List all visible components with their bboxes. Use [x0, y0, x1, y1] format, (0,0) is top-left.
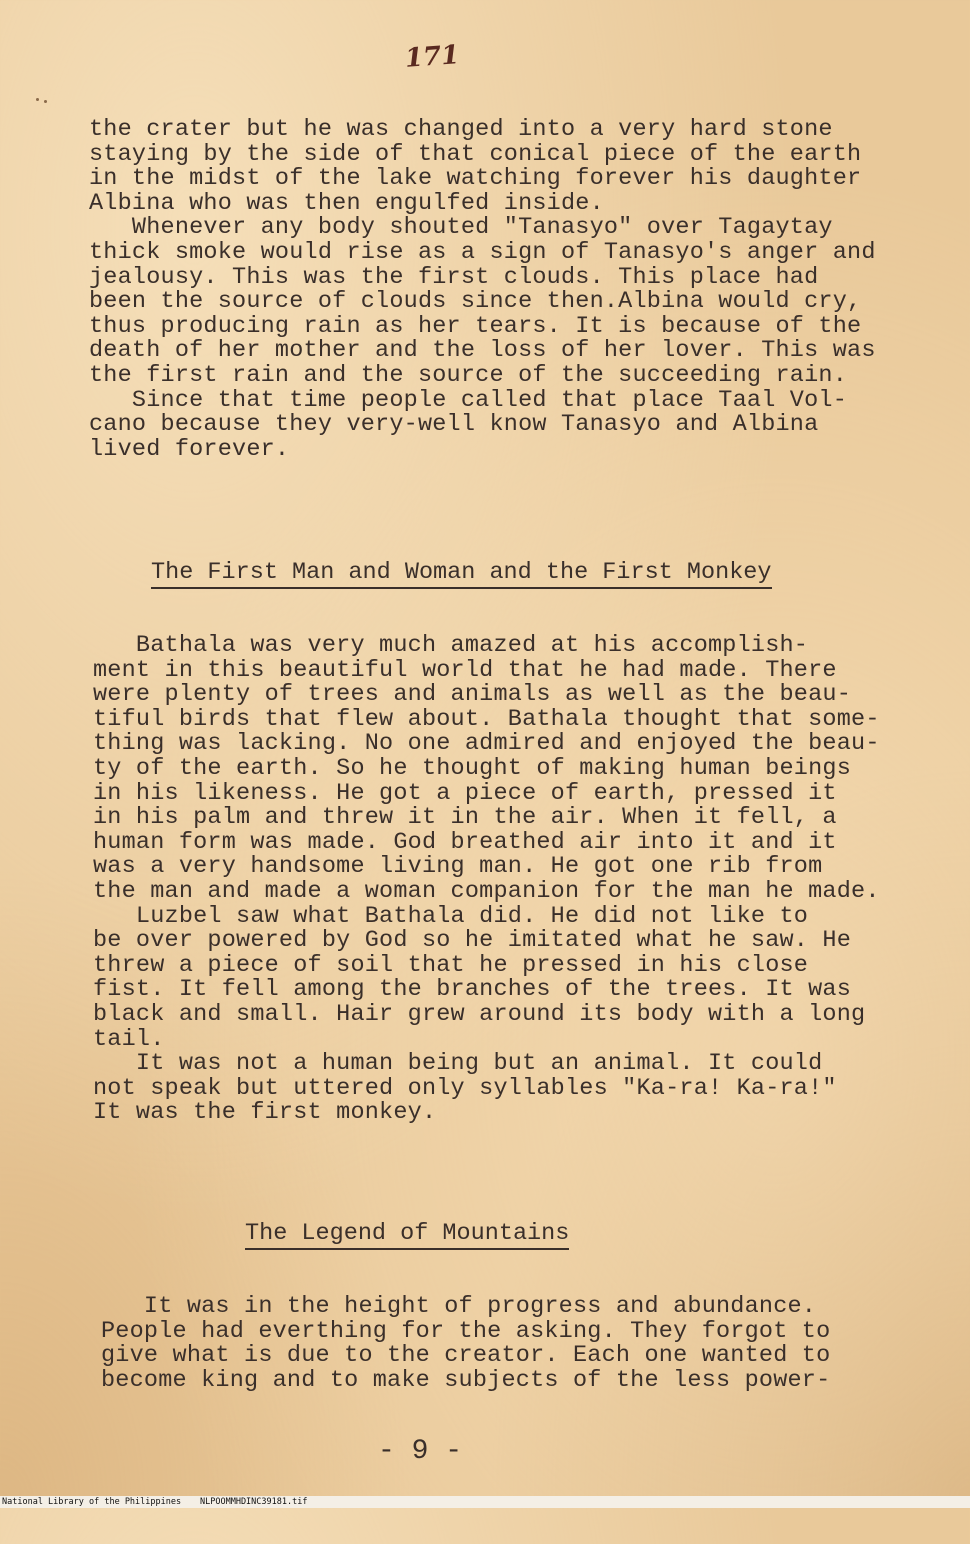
text-line: Bathala was very much amazed at his accomplish- [93, 632, 809, 659]
text-line: People had everthing for the asking. They forgot to [101, 1317, 831, 1345]
text-line: black and small. Hair grew around its body with a long [93, 1000, 866, 1028]
text-line: in his palm and threw it in the air. When it fell, a [93, 804, 837, 832]
section2-text [93, 634, 880, 1126]
text-line: the first rain and the source of the succeeding rain. [89, 361, 848, 389]
text-line: in his likeness. He got a piece of earth, pressed it [93, 779, 837, 807]
text-line: thing was lacking. No one admired and enjoyed the beau- [93, 730, 880, 758]
text-line: Whenever any body shouted "Tanasyo" over Tagaytay [89, 214, 833, 242]
text-line: tail. [93, 1025, 165, 1053]
section3-text [101, 1295, 830, 1393]
text-line: give what is due to the creator. Each one wanted to [101, 1342, 831, 1370]
text-line: It was the first monkey. [93, 1099, 437, 1127]
text-line: fist. It fell among the branches of the trees. It was [93, 976, 852, 1004]
text-line: Albina who was then engulfed inside. [89, 189, 604, 217]
text-line: staying by the side of that conical piece of the earth [89, 140, 862, 168]
text-line: the man and made a woman companion for the man he made. [93, 877, 880, 905]
paper-speck [44, 100, 47, 103]
section2-heading: The First Man and Woman and the First Monkey [151, 559, 772, 589]
paper-speck [36, 98, 39, 101]
text-line: It was not a human being but an animal. It could [93, 1050, 823, 1078]
text-line: ty of the earth. So he thought of making human beings [93, 754, 852, 782]
text-line: It was in the height of progress and abundance. [101, 1293, 817, 1320]
text-line: been the source of clouds since then.Albina would cry, [89, 288, 862, 316]
text-line: jealousy. This was the first clouds. This place had [89, 263, 819, 291]
text-line: Since that time people called that place Taal Vol- [89, 386, 848, 414]
footer-file-id: NLPOOMMHDINC39181.tif [200, 1497, 308, 1507]
text-line: not speak but uttered only syllables "Ka-ra! Ka-ra!" [93, 1074, 837, 1102]
text-line: thus producing rain as her tears. It is because of the [89, 312, 862, 340]
text-line: was a very handsome living man. He got one rib from [93, 853, 823, 881]
text-line: were plenty of trees and animals as well as the beau- [93, 681, 852, 709]
scan-footer [0, 1496, 970, 1508]
text-line: the crater but he was changed into a very hard stone [89, 116, 833, 143]
text-line: in the midst of the lake watching forever his daughter [89, 165, 862, 193]
handwritten-page-number: 171 [404, 40, 461, 74]
section1-text [89, 118, 876, 462]
text-line: human form was made. God breathed air into it and it [93, 828, 837, 856]
text-line: thick smoke would rise as a sign of Tanasyo's anger and [89, 238, 876, 266]
text-line: Luzbel saw what Bathala did. He did not like to [93, 902, 809, 930]
footer-institution: National Library of the Philippines [2, 1497, 182, 1507]
text-line: death of her mother and the loss of her lover. This was [89, 337, 876, 365]
text-line: threw a piece of soil that he pressed in his close [93, 951, 809, 979]
text-line: tiful birds that flew about. Bathala thought that some- [93, 705, 880, 733]
text-line: cano because they very-well know Tanasyo and Albina [89, 411, 819, 439]
text-line: be over powered by God so he imitated what he saw. He [93, 927, 852, 955]
printed-page-number: - 9 - [378, 1436, 463, 1467]
text-line: become king and to make subjects of the less power- [101, 1366, 831, 1394]
text-line: lived forever. [89, 435, 290, 463]
section3-heading: The Legend of Mountains [245, 1220, 569, 1250]
text-line: ment in this beautiful world that he had made. There [93, 656, 837, 684]
